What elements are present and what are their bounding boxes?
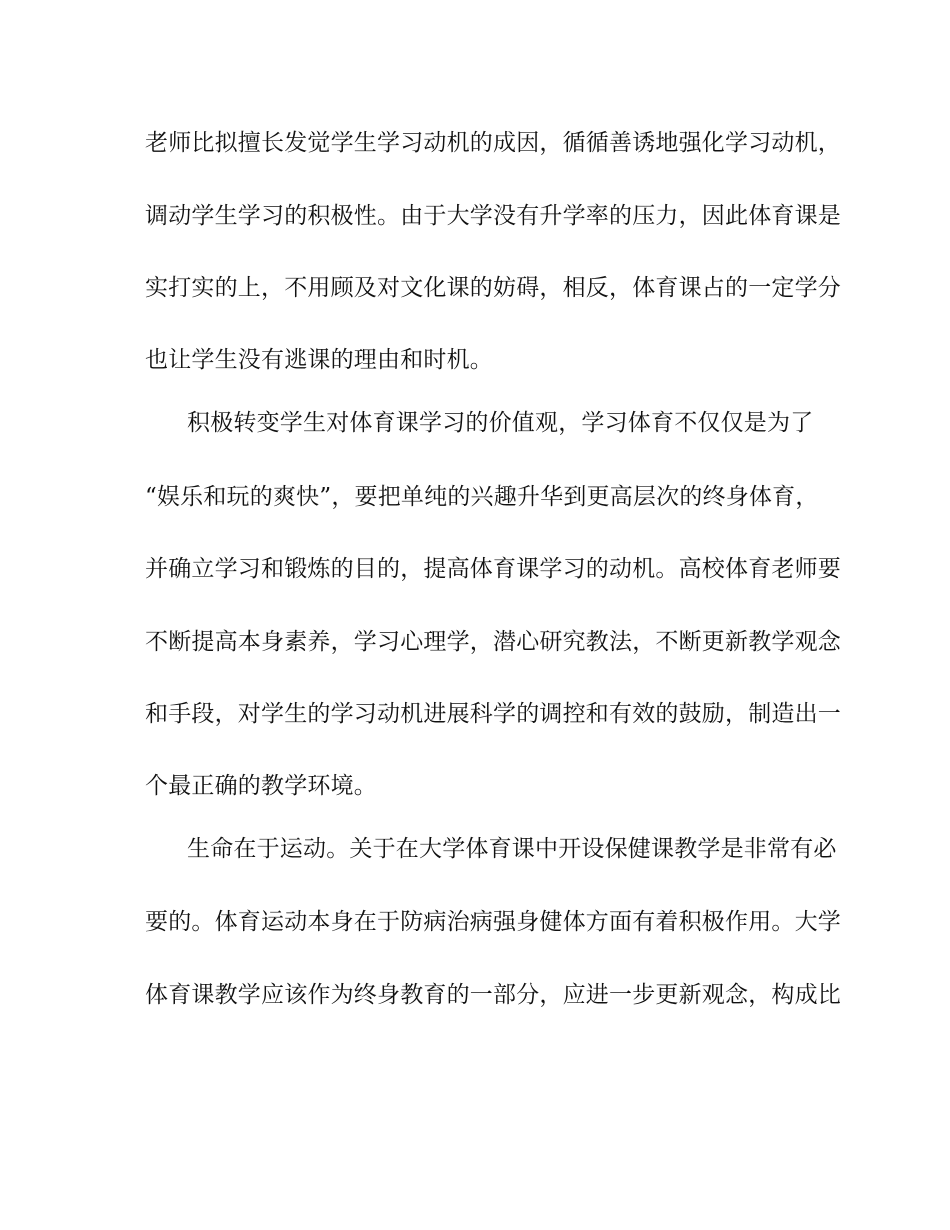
text-line: 老师比拟擅长发觉学生学习动机的成因，循循善诱地强化学习动机， <box>145 130 841 156</box>
text-line: 调动学生学习的积极性。由于大学没有升学率的压力，因此体育课是 <box>145 203 841 229</box>
text-line: 个最正确的教学环境。 <box>145 773 377 799</box>
text-line: 和手段，对学生的学习动机进展科学的调控和有效的鼓励，制造出一 <box>145 701 841 727</box>
text-line: 实打实的上，不用顾及对文化课的妨碍，相反，体育课占的一定学分 <box>145 275 841 301</box>
text-line: 体育课教学应该作为终身教育的一部分，应进一步更新观念，构成比 <box>145 982 841 1008</box>
text-line: 并确立学习和锻炼的目的，提高体育课学习的动机。高校体育老师要 <box>145 556 841 582</box>
paragraph-first-line: 积极转变学生对体育课学习的价值观，学习体育不仅仅是为了 <box>187 410 814 436</box>
text-line: 要的。体育运动本身在于防病治病强身健体方面有着积极作用。大学 <box>145 909 841 935</box>
text-line: “娱乐和玩的爽快”，要把单纯的兴趣升华到更高层次的终身体育， <box>145 484 819 510</box>
text-line: 也让学生没有逃课的理由和时机。 <box>145 347 493 373</box>
paragraph-first-line: 生命在于运动。关于在大学体育课中开设保健课教学是非常有必 <box>187 836 837 862</box>
text-line: 不断提高本身素养，学习心理学，潜心研究教法，不断更新教学观念 <box>145 629 841 655</box>
